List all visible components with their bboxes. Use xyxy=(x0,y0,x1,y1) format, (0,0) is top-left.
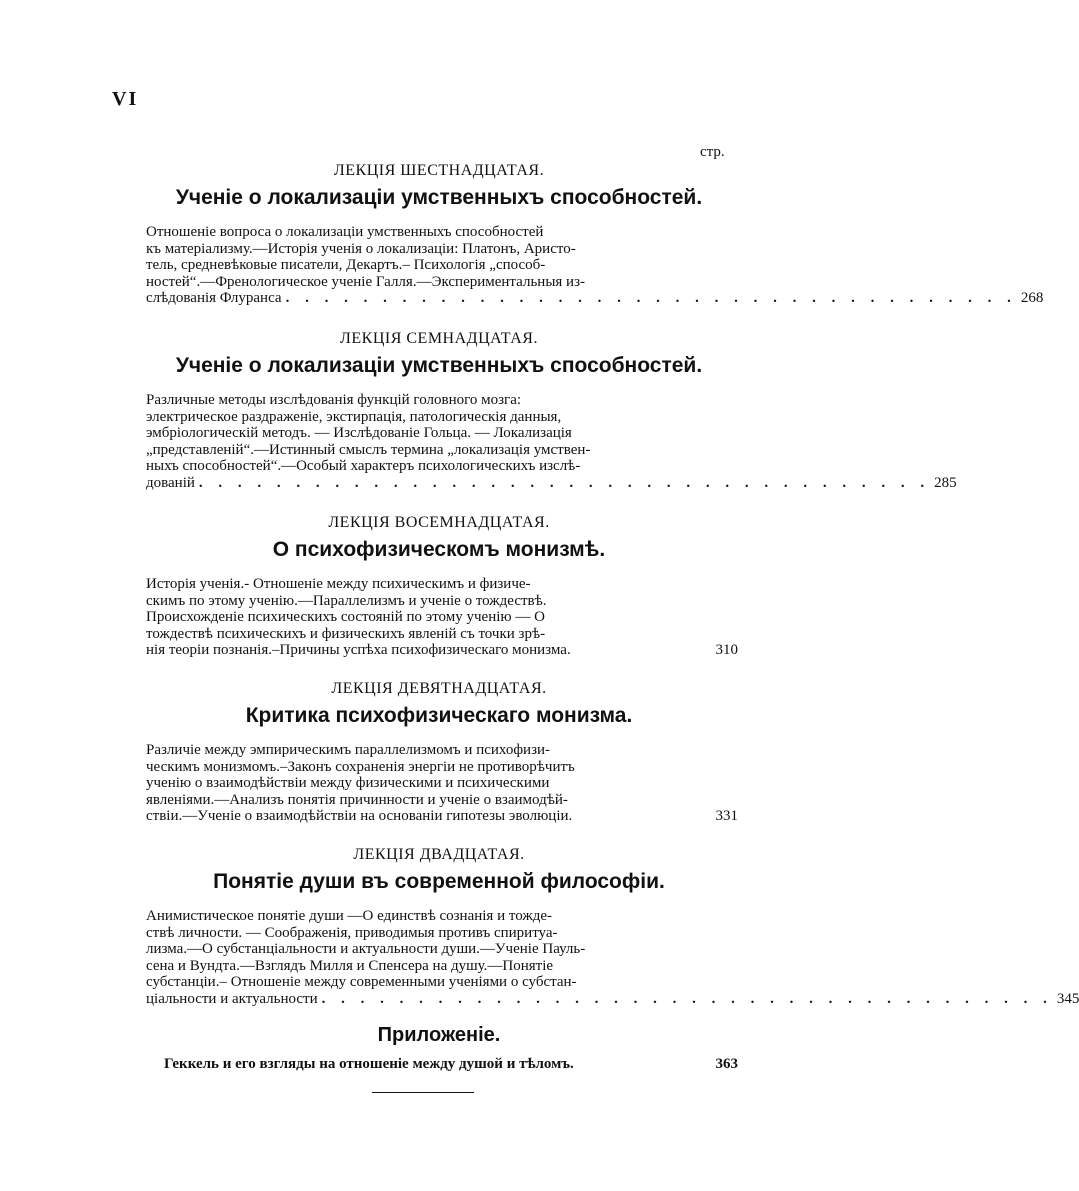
summary-last-text: ціальности и актуальности xyxy=(146,990,318,1007)
lecture-summary xyxy=(146,224,1044,307)
appendix-entry-text: Геккель и его взгляды на отношеніе между душой и тѣломъ. xyxy=(164,1056,574,1072)
page-ref: 268 xyxy=(1020,290,1044,307)
dot-leader: . . . . . . . . . . . . . . . . . . . . . . . . . . . . . . . . . . . . . . xyxy=(285,290,1017,307)
summary-line: Различные методы изслѣдованія функцій головного мозга: xyxy=(146,392,522,408)
page-ref: 345 xyxy=(1056,990,1079,1007)
appendix-entry xyxy=(164,1056,738,1073)
lecture-title: Понятіе души въ современной философіи. xyxy=(213,870,665,893)
closing-rule xyxy=(372,1092,474,1093)
page-ref: 363 xyxy=(715,1056,738,1072)
lecture-16 xyxy=(140,162,1044,307)
summary-last-text: дованій xyxy=(146,474,195,491)
lecture-summary xyxy=(146,392,957,492)
lecture-summary xyxy=(146,576,738,659)
summary-line: къ матеріализму.—Исторія ученія о локализаціи: Платонъ, Аристо- xyxy=(146,240,576,257)
summary-line: тель, средневѣковые писатели, Декартъ.– Психологія „способ- xyxy=(146,257,546,274)
summary-line: ученію о взаимодѣйствіи между физическими и психическими xyxy=(146,775,550,792)
summary-line: ствѣ личности. — Соображенія, приводимыя противъ спиритуа- xyxy=(146,924,558,941)
summary-line: ческимъ монизмомъ.–Законъ сохраненія энергіи не противорѣчитъ xyxy=(146,758,575,775)
summary-line: Исторія ученія.- Отношеніе между психическимъ и физиче- xyxy=(146,576,531,592)
summary-last-text: нія теоріи познанія.–Причины успѣха психофизическаго монизма. xyxy=(146,642,571,659)
summary-line: скимъ по этому ученію.—Параллелизмъ и ученіе о тождествѣ. xyxy=(146,592,547,609)
page-number: VI xyxy=(112,88,139,110)
lecture-summary xyxy=(146,908,1079,1008)
summary-line: ныхъ способностей“.—Особый характеръ психологическихъ изслѣ- xyxy=(146,458,581,475)
dot-leader: . . . . . . . . . . . . . . . . . . . . . . . . . . . . . . . . . . . . . . xyxy=(321,990,1053,1007)
lecture-summary xyxy=(146,742,738,825)
lecture-label: ЛЕКЦІЯ ДЕВЯТНАДЦАТАЯ. xyxy=(331,680,547,697)
summary-last-line xyxy=(146,642,738,659)
summary-line: электрическое раздраженіе, экстирпація, патологическія данныя, xyxy=(146,408,562,425)
appendix-title: Приложеніе. xyxy=(377,1024,501,1046)
summary-last-line xyxy=(146,474,957,492)
summary-line: явленіями.—Анализъ понятія причинности и ученіе о взаимодѣй- xyxy=(146,791,568,808)
lecture-title: Ученіе о локализаціи умственныхъ способностей. xyxy=(175,186,703,209)
lecture-title: О психофизическомъ монизмѣ. xyxy=(272,538,606,561)
page-ref: 331 xyxy=(715,808,738,825)
lecture-label: ЛЕКЦІЯ ДВАДЦАТАЯ. xyxy=(353,846,525,863)
dot-leader: . . . . . . . . . . . . . . . . . . . . . . . . . . . . . . . . . . . . . . xyxy=(198,474,931,491)
lecture-19 xyxy=(140,680,738,825)
summary-last-line xyxy=(146,290,1044,307)
summary-line: „представленій“.—Истинный смыслъ термина „локализація умствен- xyxy=(146,441,591,458)
summary-line: субстанціи.– Отношеніе между современными ученіями о субстан- xyxy=(146,974,577,991)
lecture-20 xyxy=(140,846,1079,1008)
summary-last-text: слѣдованія Флуранса xyxy=(146,290,282,307)
summary-last-line xyxy=(146,808,738,825)
lecture-label: ЛЕКЦІЯ ШЕСТНАДЦАТАЯ. xyxy=(333,162,545,179)
summary-line: Анимистическое понятіе души —О единствѣ сознанія и тожде- xyxy=(146,908,552,924)
lecture-label: ЛЕКЦІЯ ВОСЕМНАДЦАТАЯ. xyxy=(328,514,550,531)
page-column-label: стр. xyxy=(700,144,725,160)
lecture-label: ЛЕКЦІЯ СЕМНАДЦАТАЯ. xyxy=(340,330,538,347)
summary-line: эмбріологическій методъ. — Изслѣдованіе Гольца. — Локализація xyxy=(146,425,572,442)
page-ref: 285 xyxy=(934,474,957,491)
summary-line: Происхожденіе психическихъ состояній по этому ученію — О xyxy=(146,609,545,626)
lecture-title: Ученіе о локализаціи умственныхъ способностей. xyxy=(175,354,703,377)
summary-line: ностей“.—Френологическое ученіе Галля.—Экспериментальныя из- xyxy=(146,273,585,290)
summary-line: сена и Вундта.—Взглядъ Милля и Спенсера на душу.—Понятіе xyxy=(146,957,554,974)
lecture-18 xyxy=(140,514,738,659)
summary-line: тождествѣ психическихъ и физическихъ явленій съ точки зрѣ- xyxy=(146,625,546,642)
summary-last-text: ствіи.—Ученіе о взаимодѣйствіи на основаніи гипотезы эволюціи. xyxy=(146,808,573,825)
summary-line: лизма.—О субстанціальности и актуальности души.—Ученіе Пауль- xyxy=(146,941,586,958)
summary-last-line xyxy=(146,990,1079,1008)
lecture-17 xyxy=(140,330,957,492)
summary-line: Отношеніе вопроса о локализаціи умственныхъ способностей xyxy=(146,224,544,240)
page-ref: 310 xyxy=(715,642,738,659)
summary-line: Различіе между эмпирическимъ параллелизмомъ и психофизи- xyxy=(146,742,551,758)
lecture-title: Критика психофизическаго монизма. xyxy=(245,704,633,727)
